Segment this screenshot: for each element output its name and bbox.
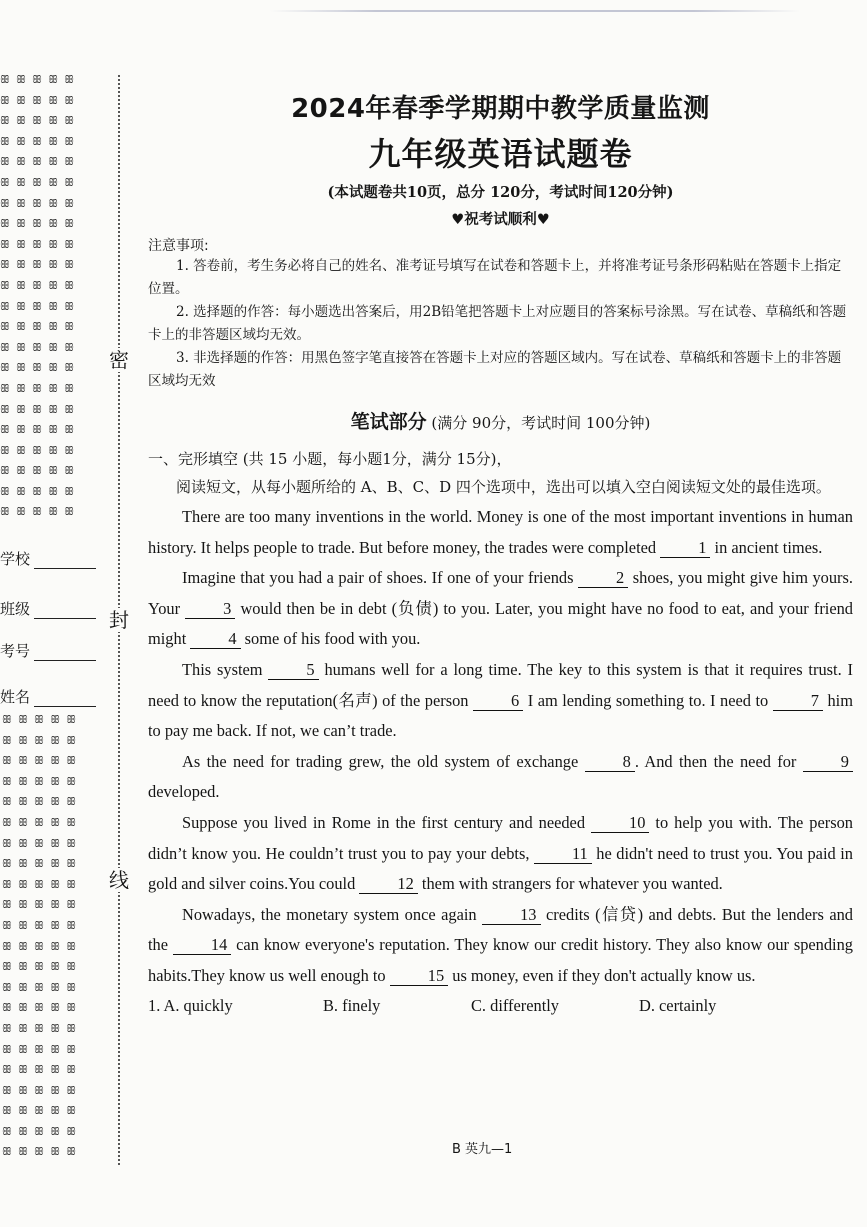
note-item-2: 2. 选择题的作答：每小题选出答案后，用2B铅笔把答题卡上对应题目的答案标号涂黑。写在试卷、草稿纸和答题卡上的非答题区域均无效。 <box>148 304 847 343</box>
exam-number-field[interactable] <box>0 640 96 661</box>
passage-paragraph-2: Imagine that you had a pair of shoes. If one of your friends 2 shoes, you might give him yours. Your 3 would then be in debt (负债) to you. Later, you might have no food to eat, and your friend might 4 some of his food with you. <box>148 568 853 649</box>
blank-1: 1 <box>660 539 710 558</box>
class-label: 班级 <box>0 600 31 618</box>
blank-13: 13 <box>482 906 540 925</box>
passage-paragraph-5: Suppose you lived in Rome in the first century and needed 10 to help you with. The person didn’t know you. He couldn’t trust you to pay your debts, 11 he didn't need to trust you. You paid in gold and silver coins.You could 12 them with strangers for whatever you wanted. <box>148 812 853 894</box>
exam-wish: ♥祝考试顺利♥ <box>451 211 550 228</box>
page-footer: B 英九—1 <box>452 1142 513 1157</box>
exam-title-line1: 2024年春季学期期中教学质量监测 <box>291 94 710 124</box>
option-1a: 1. A. quickly <box>148 995 233 1015</box>
blank-15: 15 <box>390 967 448 986</box>
school-line <box>34 552 96 569</box>
exam-number-label: 考号 <box>0 642 31 660</box>
blank-8: 8 <box>585 753 635 772</box>
section-info: (满分 90分，考试时间 100分钟) <box>431 414 651 432</box>
school-label: 学校 <box>0 550 31 568</box>
seal-char-mi: 密 <box>106 348 132 372</box>
exam-title-line2: 九年级英语试题卷 <box>368 135 633 173</box>
blank-6: 6 <box>473 692 523 711</box>
blank-3: 3 <box>185 600 235 619</box>
blank-7: 7 <box>773 692 823 711</box>
exam-info: (本试题卷共10页，总分 120分，考试时间120分钟) <box>327 184 674 201</box>
class-field[interactable] <box>0 598 96 619</box>
part1-instruction: 阅读短文，从每小题所给的 A、B、C、D 四个选项中，选出可以填入空白阅读短文处的最佳选项。 <box>176 478 831 496</box>
blank-14: 14 <box>173 936 231 955</box>
note-item-3: 3. 非选择题的作答：用黑色签字笔直接答在答题卡上对应的答题区域内。写在试卷、草稿纸和答题卡上的非答题区域均无效 <box>148 350 842 389</box>
passage-paragraph-4: As the need for trading grew, the old system of exchange 8 . And then the need for 9 developed. <box>148 747 853 808</box>
section-heading <box>148 407 853 434</box>
name-line <box>34 690 96 707</box>
option-1d: D. certainly <box>639 995 717 1015</box>
scan-top-line <box>270 10 800 12</box>
blank-9: 9 <box>803 753 853 772</box>
blank-5: 5 <box>268 661 318 680</box>
blank-11: 11 <box>534 845 592 864</box>
passage-paragraph-3: This system 5 humans well for a long time. The key to this system is that it requires trust. I need to know the reputation(名声) of the person 6 I am lending something to. I need to 7 him to pay me back. If not, we can’t trade. <box>148 659 853 741</box>
seal-char-xian: 线 <box>106 868 132 892</box>
exam-number-line <box>34 644 96 661</box>
seal-char-feng: 封 <box>106 608 132 632</box>
class-line <box>34 602 96 619</box>
name-field[interactable] <box>0 686 96 707</box>
passage-paragraph-6: Nowadays, the monetary system once again 13 credits (信贷) and debts. But the lenders and the 14 can know everyone's reputation. They know our credit history. They also know our spending habits.They know us well enough to 15 us money, even if they don't actually know us. <box>148 904 854 985</box>
exam-content <box>148 82 853 1016</box>
question-1-options <box>148 996 853 1016</box>
binding-margin <box>0 70 100 1170</box>
notes-title: 注意事项: <box>148 238 209 254</box>
blank-10: 10 <box>591 814 649 833</box>
section-title: 笔试部分 <box>350 411 427 433</box>
blank-4: 4 <box>190 630 240 649</box>
passage-paragraph-1: There are too many inventions in the world. Money is one of the most important inventions in human history. It helps people to trade. But before money, the trades were completed 1 in ancient times. <box>148 507 853 557</box>
part1-title: 一、完形填空 (共 15 小题，每小题1分，满分 15分)， <box>148 450 512 468</box>
blank-2: 2 <box>578 569 628 588</box>
option-1c: C. differently <box>471 995 560 1015</box>
note-item-1: 1. 答卷前，考生务必将自己的姓名、准考证号填写在试卷和答题卡上，并将准考证号条形码粘贴在答题卡上指定位置。 <box>148 258 842 297</box>
school-field[interactable] <box>0 548 96 569</box>
option-1b: B. finely <box>323 995 381 1015</box>
name-label: 姓名 <box>0 688 31 706</box>
margin-pattern-bottom: ꕥ ꕥ ꕥ ꕥ ꕥ ꕥ ꕥ ꕥ ꕥ ꕥ ꕥ ꕥ ꕥ ꕥ ꕥ ꕥ ꕥ ꕥ ꕥ ꕥ ꕥ ꕥ ꕥ ꕥ ꕥ ꕥ ꕥ ꕥ ꕥ ꕥ ꕥ ꕥ ꕥ ꕥ ꕥ ꕥ ꕥ ꕥ ꕥ ꕥ ꕥ ꕥ ꕥ ꕥ ꕥ ꕥ ꕥ ꕥ ꕥ ꕥ ꕥ ꕥ ꕥ ꕥ ꕥ ꕥ ꕥ ꕥ ꕥ ꕥ ꕥ ꕥ ꕥ ꕥ ꕥ ꕥ ꕥ ꕥ ꕥ ꕥ ꕥ ꕥ ꕥ ꕥ ꕥ ꕥ ꕥ ꕥ ꕥ ꕥ ꕥ ꕥ ꕥ ꕥ ꕥ ꕥ ꕥ ꕥ ꕥ ꕥ ꕥ ꕥ ꕥ ꕥ ꕥ ꕥ ꕥ ꕥ ꕥ ꕥ ꕥ ꕥ ꕥ ꕥ ꕥ ꕥ ꕥ ꕥ ꕥ ꕥ <box>2 714 77 1159</box>
blank-12: 12 <box>359 875 417 894</box>
margin-pattern-top: ꕥ ꕥ ꕥ ꕥ ꕥ ꕥ ꕥ ꕥ ꕥ ꕥ ꕥ ꕥ ꕥ ꕥ ꕥ ꕥ ꕥ ꕥ ꕥ ꕥ ꕥ ꕥ ꕥ ꕥ ꕥ ꕥ ꕥ ꕥ ꕥ ꕥ ꕥ ꕥ ꕥ ꕥ ꕥ ꕥ ꕥ ꕥ ꕥ ꕥ ꕥ ꕥ ꕥ ꕥ ꕥ ꕥ ꕥ ꕥ ꕥ ꕥ ꕥ ꕥ ꕥ ꕥ ꕥ ꕥ ꕥ ꕥ ꕥ ꕥ ꕥ ꕥ ꕥ ꕥ ꕥ ꕥ ꕥ ꕥ ꕥ ꕥ ꕥ ꕥ ꕥ ꕥ ꕥ ꕥ ꕥ ꕥ ꕥ ꕥ ꕥ ꕥ ꕥ ꕥ ꕥ ꕥ ꕥ ꕥ ꕥ ꕥ ꕥ ꕥ ꕥ ꕥ ꕥ ꕥ ꕥ ꕥ ꕥ ꕥ ꕥ ꕥ ꕥ ꕥ ꕥ ꕥ ꕥ ꕥ ꕥ ꕥ <box>0 74 75 519</box>
